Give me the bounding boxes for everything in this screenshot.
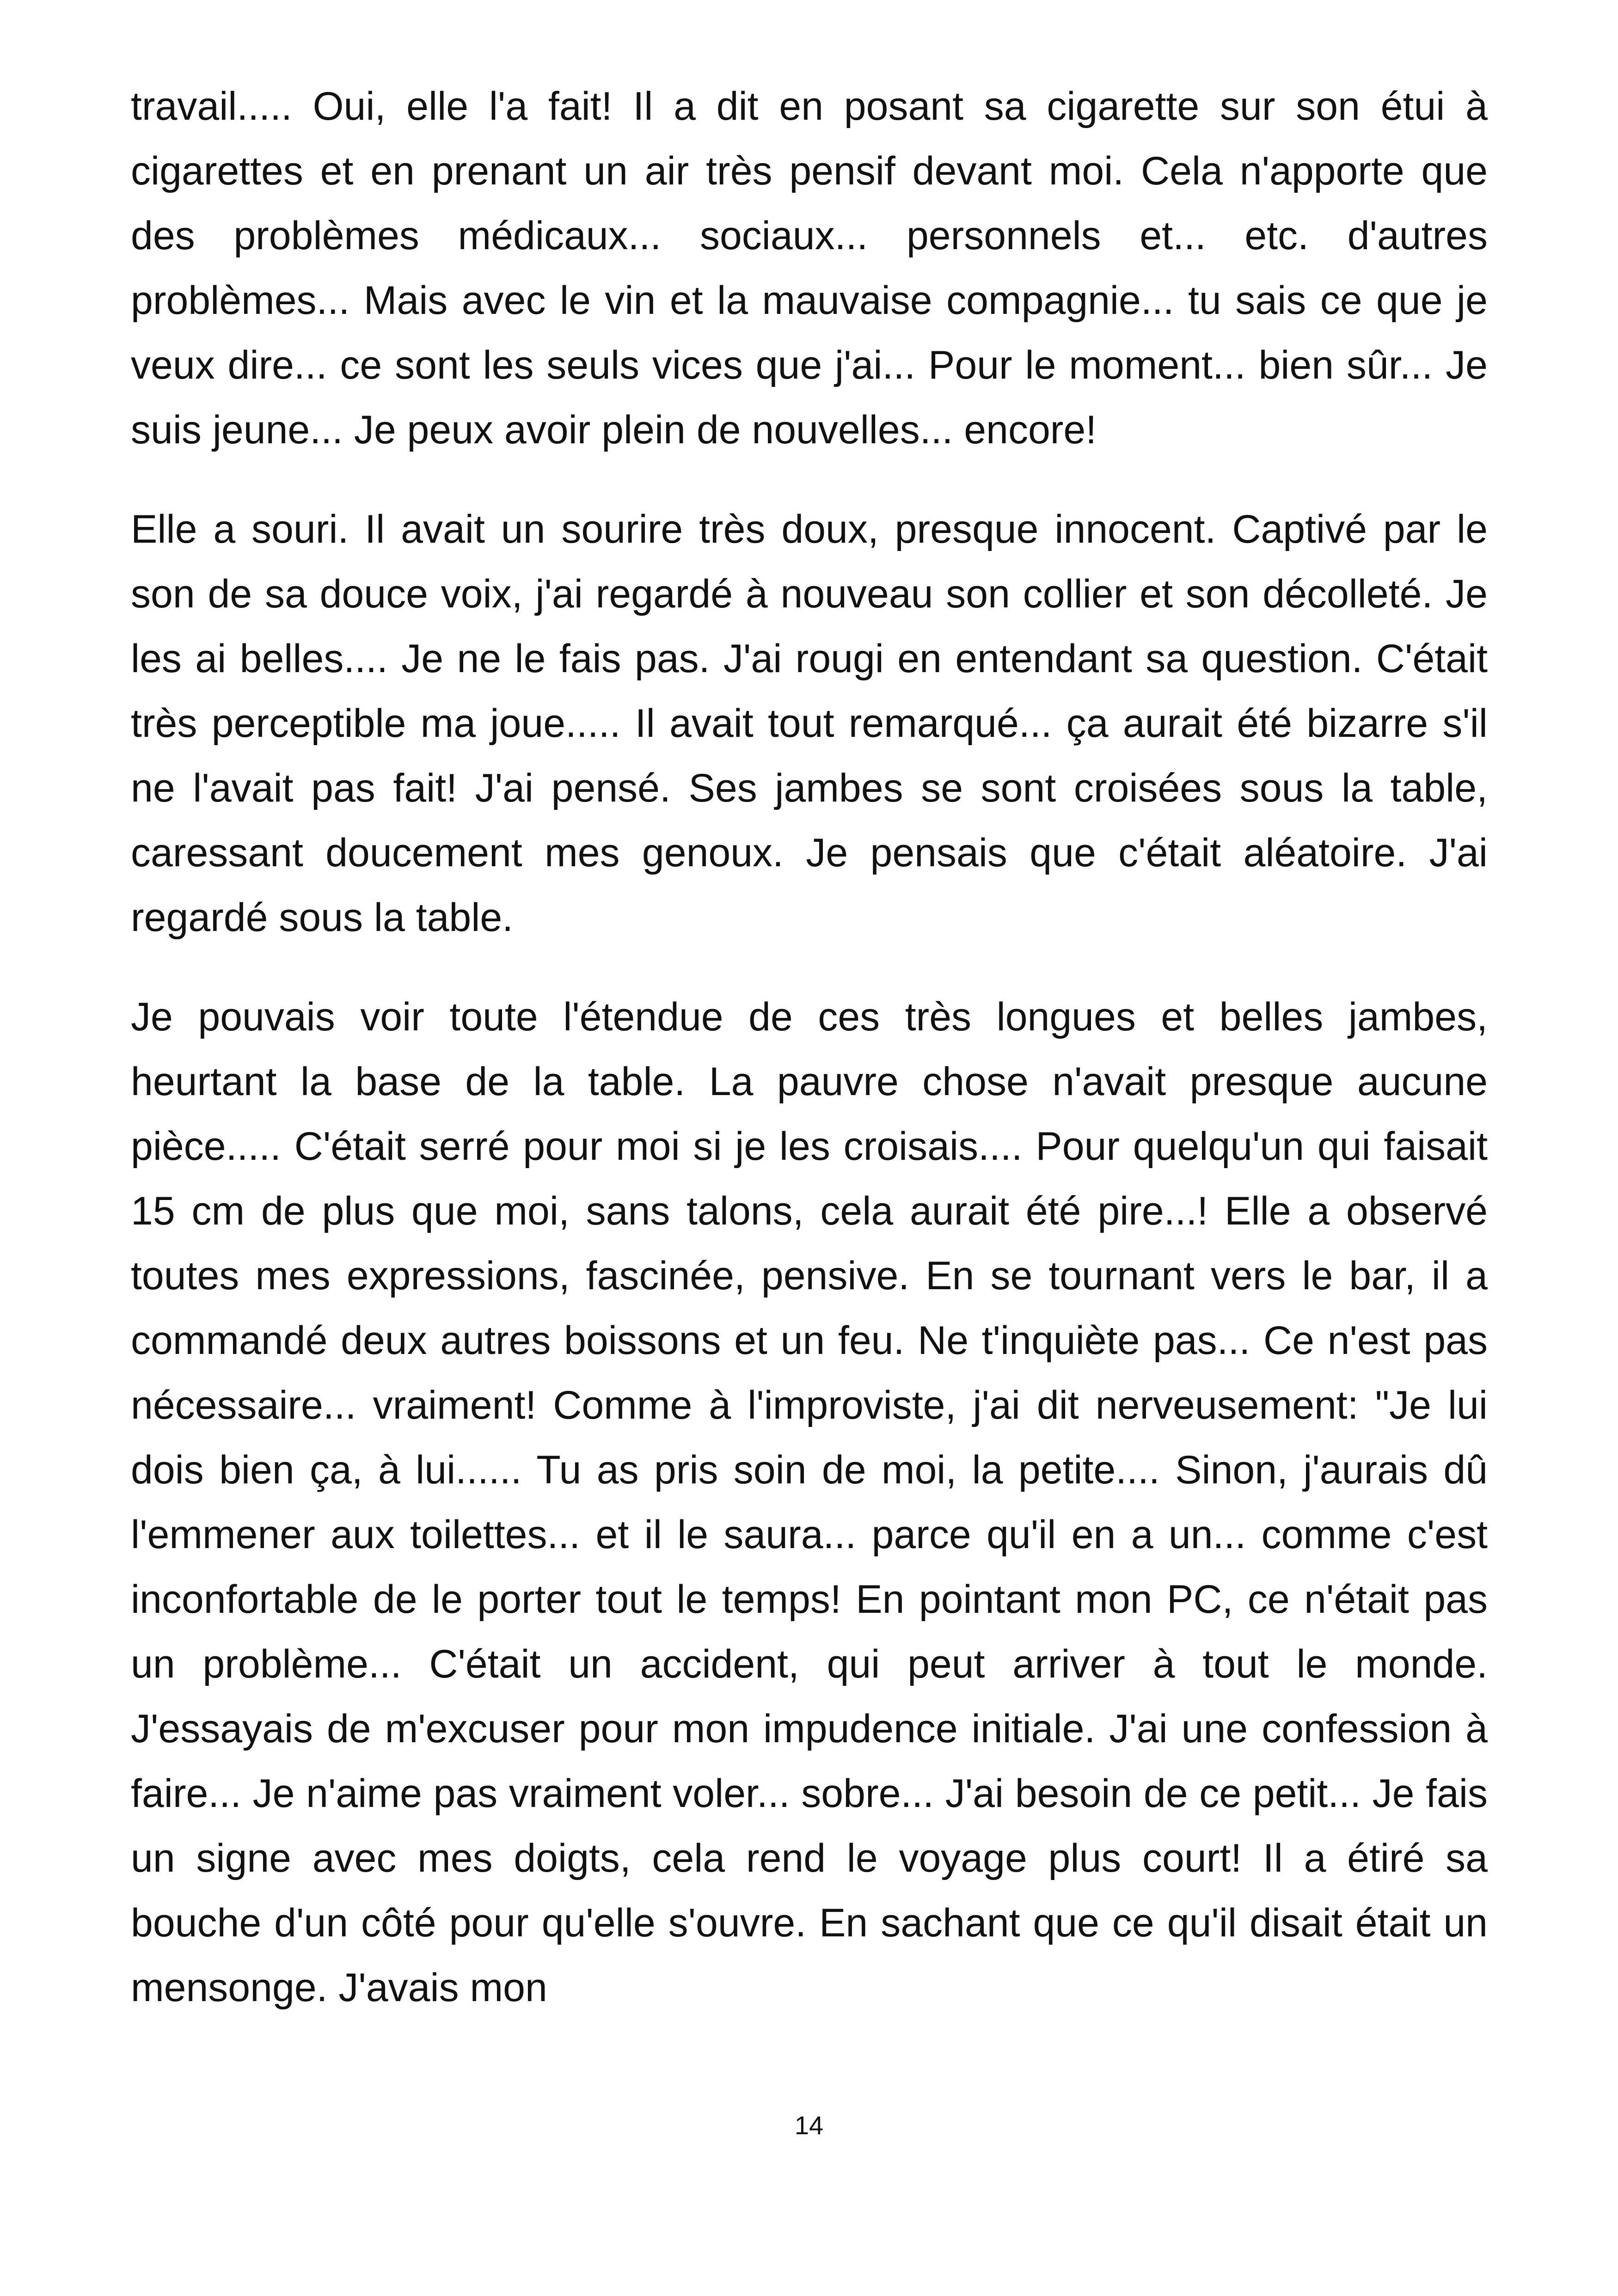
- page-number: 14: [794, 2111, 824, 2140]
- paragraph-1: travail..... Oui, elle l'a fait! Il a dit en posant sa cigarette sur son étui à cigarettes et en prenant un air très pensif devant moi. Cela n'apporte que des problèmes médicaux... sociaux... personnels et... etc. d'autres problèmes... Mais avec le vin et la mauvaise compagnie... tu sais ce que je veux dire... ce sont les seuls vices que j'ai... Pour le moment... bien sûr... Je suis jeune... Je peux avoir plein de nouvelles... encore!: [131, 84, 1488, 452]
- body-text: [131, 74, 1488, 2055]
- paragraph-3: Je pouvais voir toute l'étendue de ces très longues et belles jambes, heurtant la base de la table. La pauvre chose n'avait presque aucune pièce..... C'était serré pour moi si je les croisais.... Pour quelqu'un qui faisait 15 cm de plus que moi, sans talons, cela aurait été pire...! Elle a observé toutes mes expressions, fascinée, pensive. En se tournant vers le bar, il a commandé deux autres boissons et un feu. Ne t'inquiète pas... Ce n'est pas nécessaire... vraiment! Comme à l'improviste, j'ai dit nerveusement: "Je lui dois bien ça, à lui...... Tu as pris soin de moi, la petite.... Sinon, j'aurais dû l'emmener aux toilettes... et il le saura... parce qu'il en a un... comme c'est inconfortable de le porter tout le temps! En pointant mon PC, ce n'était pas un problème... C'était un accident, qui peut arriver à tout le monde. J'essayais de m'excuser pour mon impudence initiale. J'ai une confession à faire... Je n'aime pas vraiment voler... sobre... J'ai besoin de ce petit... Je fais un signe avec mes doigts, cela rend le voyage plus court! Il a étiré sa bouche d'un côté pour qu'elle s'ouvre. En sachant que ce qu'il disait était un mensonge. J'avais mon: [131, 995, 1488, 2010]
- paragraph-2: Elle a souri. Il avait un sourire très doux, presque innocent. Captivé par le son de sa douce voix, j'ai regardé à nouveau son collier et son décolleté. Je les ai belles.... Je ne le fais pas. J'ai rougi en entendant sa question. C'était très perceptible ma joue..... Il avait tout remarqué... ça aurait été bizarre s'il ne l'avait pas fait! J'ai pensé. Ses jambes se sont croisées sous la table, caressant doucement mes genoux. Je pensais que c'était aléatoire. J'ai regardé sous la table.: [131, 507, 1488, 940]
